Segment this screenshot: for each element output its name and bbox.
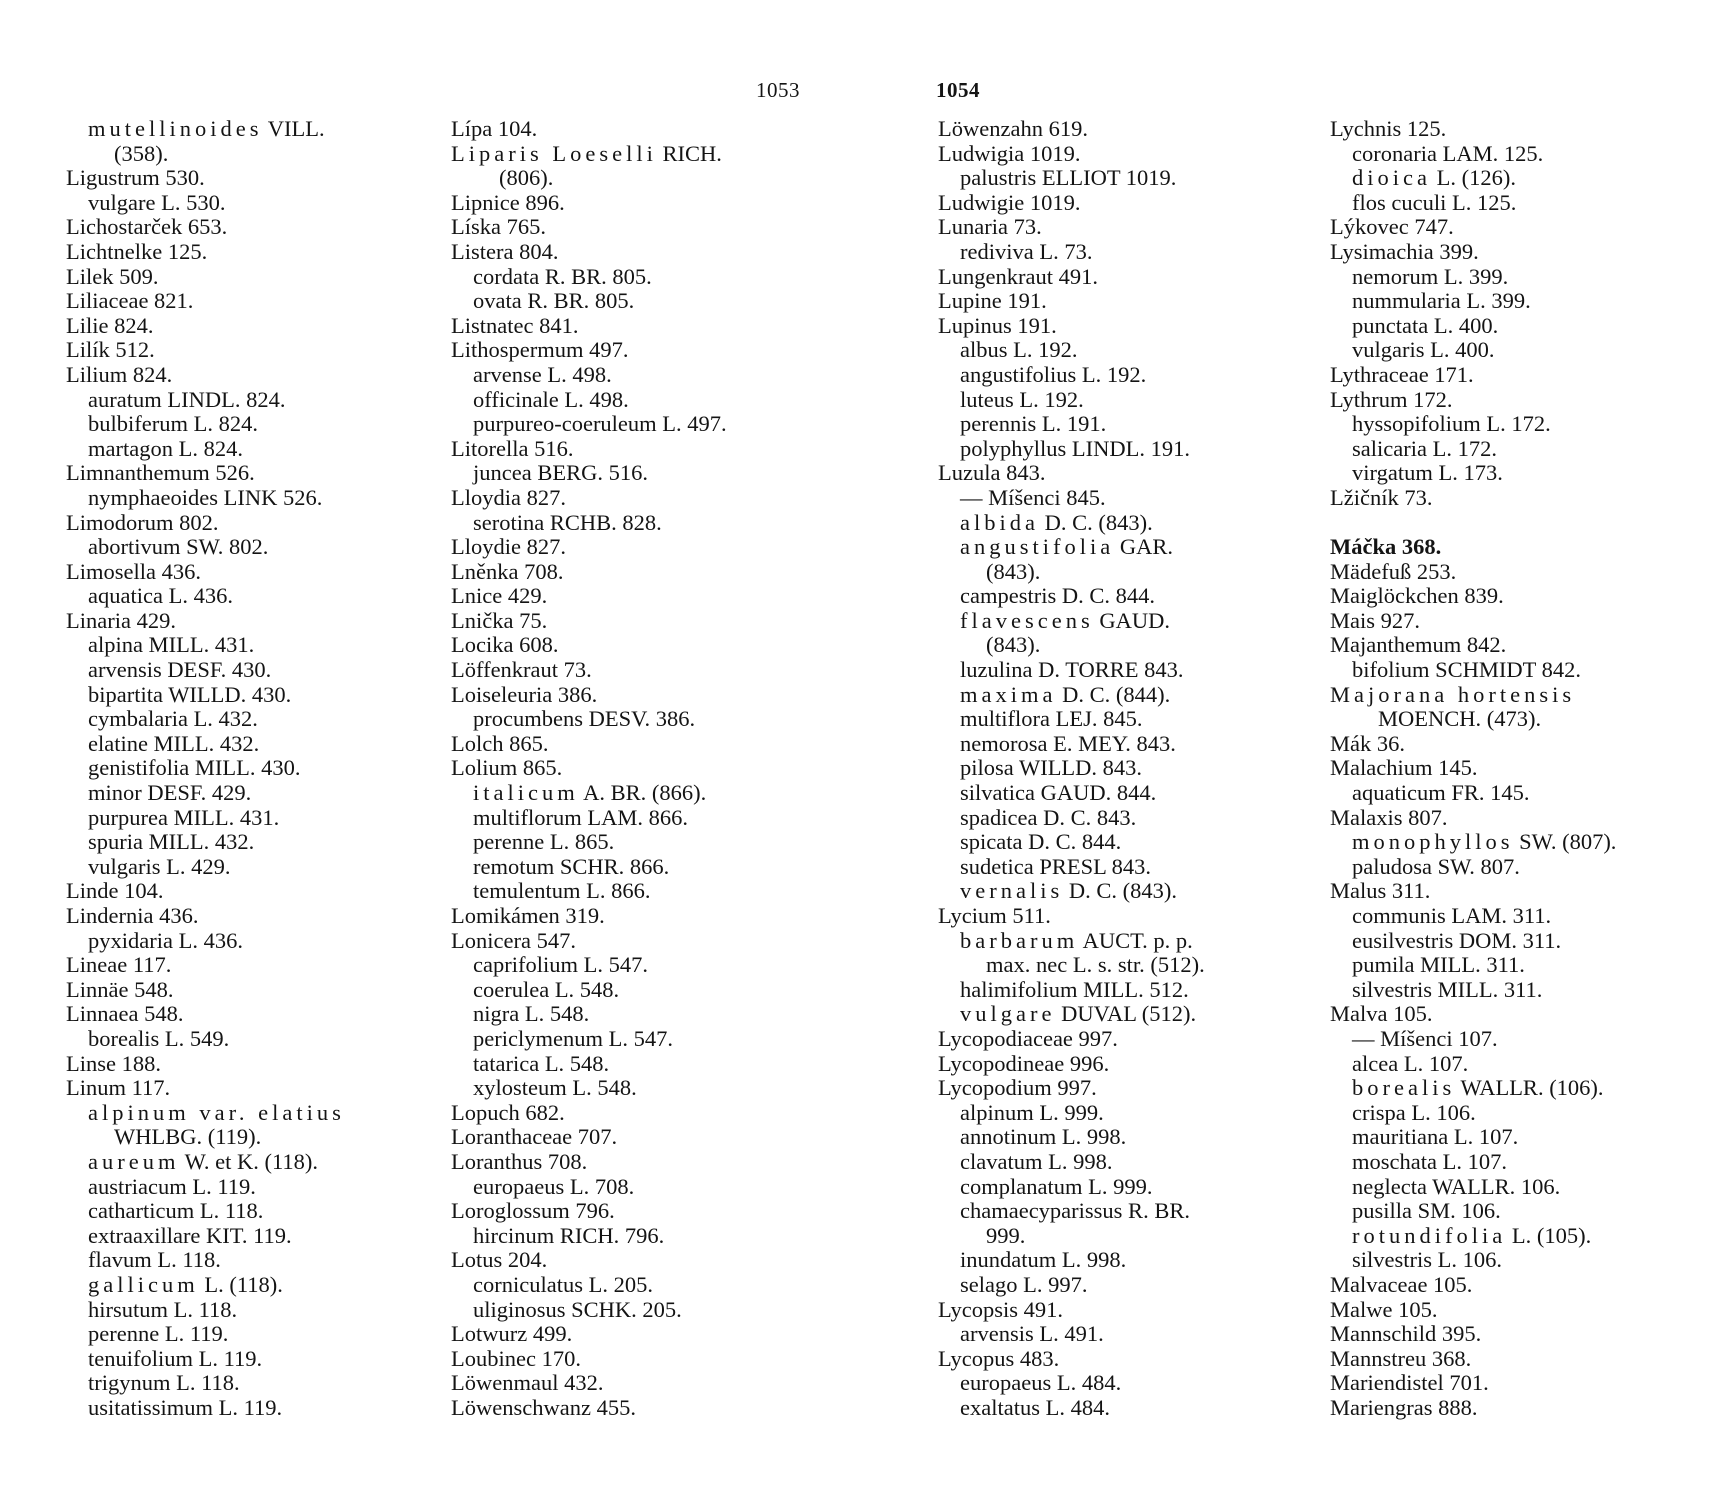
index-entry: Lycopus 483. [938,1345,1060,1371]
index-entry: exaltatus L. 484. [960,1394,1110,1420]
index-entry: vulgare L. 530. [88,189,226,215]
index-entry: annotinum L. 998. [960,1124,1127,1150]
index-entry: Loroglossum 796. [451,1198,615,1224]
index-entry: perenne L. 865. [473,829,615,855]
index-entry: Lilie 824. [66,312,154,338]
index-entry: moschata L. 107. [1352,1148,1507,1174]
index-entry: tatarica L. 548. [473,1050,610,1076]
page-number-right: 1054 [936,78,980,102]
index-entry: Linde 104. [66,878,164,904]
index-entry: silvatica GAUD. 844. [960,780,1157,806]
index-entry: aquaticum FR. 145. [1352,780,1530,806]
index-entry: Lotus 204. [451,1247,548,1273]
index-entry: Lichostarček 653. [66,214,228,240]
index-entry: bifolium SCHMIDT 842. [1352,657,1581,683]
index-entry: salicaria L. 172. [1352,435,1497,461]
index-entry: gallicum L. (118). [88,1271,283,1297]
index-entry: Lilek 509. [66,263,159,289]
index-entry: Mais 927. [1330,607,1420,633]
index-entry: punctata L. 400. [1352,312,1499,338]
index-entry: Máčka 368. [1330,534,1442,560]
index-entry: purpureo-coeruleum L. 497. [473,411,727,437]
index-entry: maxima D. C. (844). [960,681,1171,707]
index-entry: hyssopifolium L. 172. [1352,411,1551,437]
index-entry: Lycopodiaceae 997. [938,1025,1118,1051]
index-entry: vulgare DUVAL (512). [960,1001,1197,1027]
index-column-3 [938,117,1205,1420]
index-entry: Malva 105. [1330,1001,1433,1027]
index-entry: Malus 311. [1330,878,1431,904]
index-entry: Löwenzahn 619. [938,116,1088,141]
index-entry: Lineae 117. [66,952,172,978]
index-entry: Liliaceae 821. [66,288,194,314]
index-entry: Lychnis 125. [1330,116,1447,141]
index-entry: luzulina D. TORRE 843. [960,657,1184,683]
index-entry: Lloydie 827. [451,534,566,560]
index-entry: Mariendistel 701. [1330,1370,1489,1396]
index-entry: austriacum L. 119. [88,1173,256,1199]
index-entry: angustifolia GAR. [960,534,1173,560]
index-entry: Lysimachia 399. [1330,238,1479,264]
index-entry: Lilík 512. [66,337,155,363]
index-entry: barbarum AUCT. p. p. [960,927,1193,953]
index-entry: Lycium 511. [938,903,1051,928]
index-entry: genistifolia MILL. 430. [88,755,301,781]
index-entry: Lolch 865. [451,730,549,756]
index-entry: Lolium 865. [451,755,563,781]
index-entry: virgatum L. 173. [1352,460,1503,486]
index-entry: Maiglöckchen 839. [1330,583,1504,609]
index-entry: Lipnice 896. [451,189,565,215]
index-entry: officinale L. 498. [473,386,629,412]
index-entry: Limnanthemum 526. [66,460,255,486]
index-entry: selago L. 997. [960,1271,1088,1297]
index-entry: Lípa 104. [451,116,538,141]
index-entry: uliginosus SCHK. 205. [473,1296,682,1322]
index-entry: nymphaeoides LINK 526. [88,484,323,510]
index-entry: coronaria LAM. 125. [1352,140,1544,166]
index-column-4 [1330,117,1616,1420]
index-entry: Litorella 516. [451,435,574,461]
index-entry: mutellinoides VILL. [88,116,325,141]
index-entry: Lněnka 708. [451,558,564,584]
index-entry: Loranthus 708. [451,1148,588,1174]
index-entry: (843). [986,632,1041,658]
index-entry: Listera 804. [451,238,559,264]
index-entry: cymbalaria L. 432. [88,706,258,732]
index-entry: bulbiferum L. 824. [88,411,258,437]
index-entry: Mák 36. [1330,730,1405,756]
index-entry: Lupine 191. [938,288,1047,314]
index-entry: Lungenkraut 491. [938,263,1098,289]
index-entry: Löffenkraut 73. [451,657,592,683]
index-entry: flos cuculi L. 125. [1352,189,1517,215]
index-entry: ovata R. BR. 805. [473,288,635,314]
index-entry: Mädefuß 253. [1330,558,1457,584]
index-entry: aureum W. et K. (118). [88,1148,318,1174]
index-entry: paludosa SW. 807. [1352,853,1520,879]
index-entry: arvensis L. 491. [960,1321,1104,1347]
index-entry: Lindernia 436. [66,903,199,928]
index-entry: silvestris MILL. 311. [1352,976,1543,1002]
index-entry: Malwe 105. [1330,1296,1438,1322]
index-entry: Locika 608. [451,632,559,658]
index-entry: Lithospermum 497. [451,337,629,363]
index-entry: campestris D. C. 844. [960,583,1155,609]
index-entry: Lycopodium 997. [938,1075,1097,1101]
index-entry: spadicea D. C. 843. [960,804,1137,830]
index-entry: crispa L. 106. [1352,1099,1476,1125]
index-entry: temulentum L. 866. [473,878,651,904]
index-entry: inundatum L. 998. [960,1247,1127,1273]
index-entry: Loranthaceae 707. [451,1124,618,1150]
index-entry: alpinum var. elatius [88,1099,345,1125]
index-entry: europaeus L. 708. [473,1173,635,1199]
index-entry: (806). [499,165,554,191]
index-entry: Lonicera 547. [451,927,576,953]
index-entry: mauritiana L. 107. [1352,1124,1519,1150]
index-entry: multiflora LEJ. 845. [960,706,1143,732]
index-entry: Liparis Loeselli RICH. [451,140,722,166]
index-entry: italicum A. BR. (866). [473,780,707,806]
index-entry: borealis WALLR. (106). [1352,1075,1604,1101]
index-entry: Lloydia 827. [451,484,566,510]
index-entry: pyxidaria L. 436. [88,927,243,953]
index-entry: hirsutum L. 118. [88,1296,238,1322]
index-entry: communis LAM. 311. [1352,903,1552,928]
index-entry: serotina RCHB. 828. [473,509,662,535]
index-entry: clavatum L. 998. [960,1148,1113,1174]
index-entry: rotundifolia L. (105). [1352,1222,1592,1248]
index-entry: dioica L. (126). [1352,165,1516,191]
index-entry: Lopuch 682. [451,1099,565,1125]
index-entry: vulgaris L. 429. [88,853,231,879]
index-entry: nemorosa E. MEY. 843. [960,730,1176,756]
index-entry: Lythraceae 171. [1330,361,1474,387]
index-entry: Loubinec 170. [451,1345,581,1371]
index-entry: polyphyllus LINDL. 191. [960,435,1190,461]
index-entry: extraaxillare KIT. 119. [88,1222,292,1248]
index-entry: silvestris L. 106. [1352,1247,1502,1273]
index-entry: halimifolium MILL. 512. [960,976,1189,1002]
index-entry: Ludwigie 1019. [938,189,1081,215]
index-entry: alpinum L. 999. [960,1099,1104,1125]
index-entry: alcea L. 107. [1352,1050,1469,1076]
index-entry: Lupinus 191. [938,312,1057,338]
index-entry: Linnaea 548. [66,1001,184,1027]
index-entry [1330,511,1616,536]
index-entry: max. nec L. s. str. (512). [986,952,1205,978]
index-entry: minor DESF. 429. [88,780,252,806]
index-entry: bipartita WILLD. 430. [88,681,292,707]
index-entry: europaeus L. 484. [960,1370,1122,1396]
index-entry: albida D. C. (843). [960,509,1153,535]
index-entry: Lomikámen 319. [451,903,605,928]
index-entry: rediviva L. 73. [960,238,1093,264]
index-entry: pumila MILL. 311. [1352,952,1525,978]
index-entry: Loiseleuria 386. [451,681,598,707]
index-entry: aquatica L. 436. [88,583,233,609]
index-entry: vulgaris L. 400. [1352,337,1495,363]
index-entry: corniculatus L. 205. [473,1271,653,1297]
index-entry: Lotwurz 499. [451,1321,573,1347]
index-entry: purpurea MILL. 431. [88,804,280,830]
index-entry: pusilla SM. 106. [1352,1198,1501,1224]
index-entry: palustris ELLIOT 1019. [960,165,1177,191]
index-entry: Majanthemum 842. [1330,632,1507,658]
index-entry: spicata D. C. 844. [960,829,1122,855]
index-entry: periclymenum L. 547. [473,1025,673,1051]
index-entry: Limodorum 802. [66,509,219,535]
index-entry: Lnička 75. [451,607,548,633]
index-column-1 [66,117,345,1420]
index-entry: — Míšenci 107. [1352,1025,1498,1051]
index-entry: nummularia L. 399. [1352,288,1531,314]
index-entry: coerulea L. 548. [473,976,620,1002]
index-entry: luteus L. 192. [960,386,1084,412]
index-entry: Listnatec 841. [451,312,579,338]
index-entry: Lycopodineae 996. [938,1050,1110,1076]
index-entry: auratum LINDL. 824. [88,386,286,412]
index-entry: Lythrum 172. [1330,386,1453,412]
index-entry: MOENCH. (473). [1378,706,1542,732]
index-entry: eusilvestris DOM. 311. [1352,927,1562,953]
index-entry: flavum L. 118. [88,1247,221,1273]
index-entry: Malachium 145. [1330,755,1478,781]
index-entry: 999. [986,1222,1026,1248]
index-entry: nemorum L. 399. [1352,263,1509,289]
index-entry: cordata R. BR. 805. [473,263,652,289]
index-entry: Lycopsis 491. [938,1296,1064,1322]
index-entry: (358). [114,140,169,166]
index-entry: Lžičník 73. [1330,484,1433,510]
index-entry: pilosa WILLD. 843. [960,755,1143,781]
index-entry: Majorana hortensis [1330,681,1576,707]
index-entry: arvense L. 498. [473,361,612,387]
index-entry: perenne L. 119. [88,1321,229,1347]
index-entry: Lichtnelke 125. [66,238,208,264]
index-entry: Löwenmaul 432. [451,1370,604,1396]
index-entry: angustifolius L. 192. [960,361,1147,387]
index-entry: neglecta WALLR. 106. [1352,1173,1561,1199]
index-entry: WHLBG. (119). [114,1124,262,1150]
index-entry: hircinum RICH. 796. [473,1222,665,1248]
index-entry: Ludwigia 1019. [938,140,1081,166]
index-entry: Limosella 436. [66,558,201,584]
index-entry: Lunaria 73. [938,214,1042,240]
index-entry: complanatum L. 999. [960,1173,1153,1199]
index-entry: borealis L. 549. [88,1025,230,1051]
index-entry: Mannschild 395. [1330,1321,1482,1347]
index-entry: vernalis D. C. (843). [960,878,1177,904]
index-entry: alpina MILL. 431. [88,632,255,658]
index-entry: Lilium 824. [66,361,173,387]
index-entry: (843). [986,558,1041,584]
index-entry: Mannstreu 368. [1330,1345,1472,1371]
index-entry: juncea BERG. 516. [473,460,648,486]
index-entry: chamaecyparissus R. BR. [960,1198,1190,1224]
index-entry: arvensis DESF. 430. [88,657,272,683]
index-column-2 [451,117,727,1420]
index-entry: Lýkovec 747. [1330,214,1454,240]
index-entry: — Míšenci 845. [960,484,1106,510]
index-entry: albus L. 192. [960,337,1078,363]
index-entry: Malaxis 807. [1330,804,1448,830]
index-entry: Luzula 843. [938,460,1046,486]
index-entry: procumbens DESV. 386. [473,706,696,732]
index-entry: multiflorum LAM. 866. [473,804,688,830]
index-entry: catharticum L. 118. [88,1198,264,1224]
index-entry: caprifolium L. 547. [473,952,648,978]
index-entry: Linum 117. [66,1075,171,1101]
index-entry: sudetica PRESL 843. [960,853,1152,879]
index-entry: monophyllos SW. (807). [1352,829,1617,855]
page-number-left: 1053 [756,78,800,102]
index-entry: Lnice 429. [451,583,548,609]
index-entry: martagon L. 824. [88,435,243,461]
index-entry: Malvaceae 105. [1330,1271,1473,1297]
index-entry: trigynum L. 118. [88,1370,240,1396]
index-entry: Ligustrum 530. [66,165,205,191]
index-entry: spuria MILL. 432. [88,829,255,855]
index-entry: Linnäe 548. [66,976,174,1002]
index-entry: elatine MILL. 432. [88,730,260,756]
index-entry: abortivum SW. 802. [88,534,269,560]
index-entry: remotum SCHR. 866. [473,853,670,879]
index-entry: Linse 188. [66,1050,161,1076]
index-entry: Linaria 429. [66,607,176,633]
index-entry: usitatissimum L. 119. [88,1394,283,1420]
index-entry: flavescens GAUD. [960,607,1170,633]
index-entry: xylosteum L. 548. [473,1075,637,1101]
index-entry: Mariengras 888. [1330,1394,1478,1420]
index-entry: Löwenschwanz 455. [451,1394,636,1420]
index-entry: nigra L. 548. [473,1001,590,1027]
index-entry: tenuifolium L. 119. [88,1345,263,1371]
index-entry: Líska 765. [451,214,546,240]
index-entry: perennis L. 191. [960,411,1107,437]
